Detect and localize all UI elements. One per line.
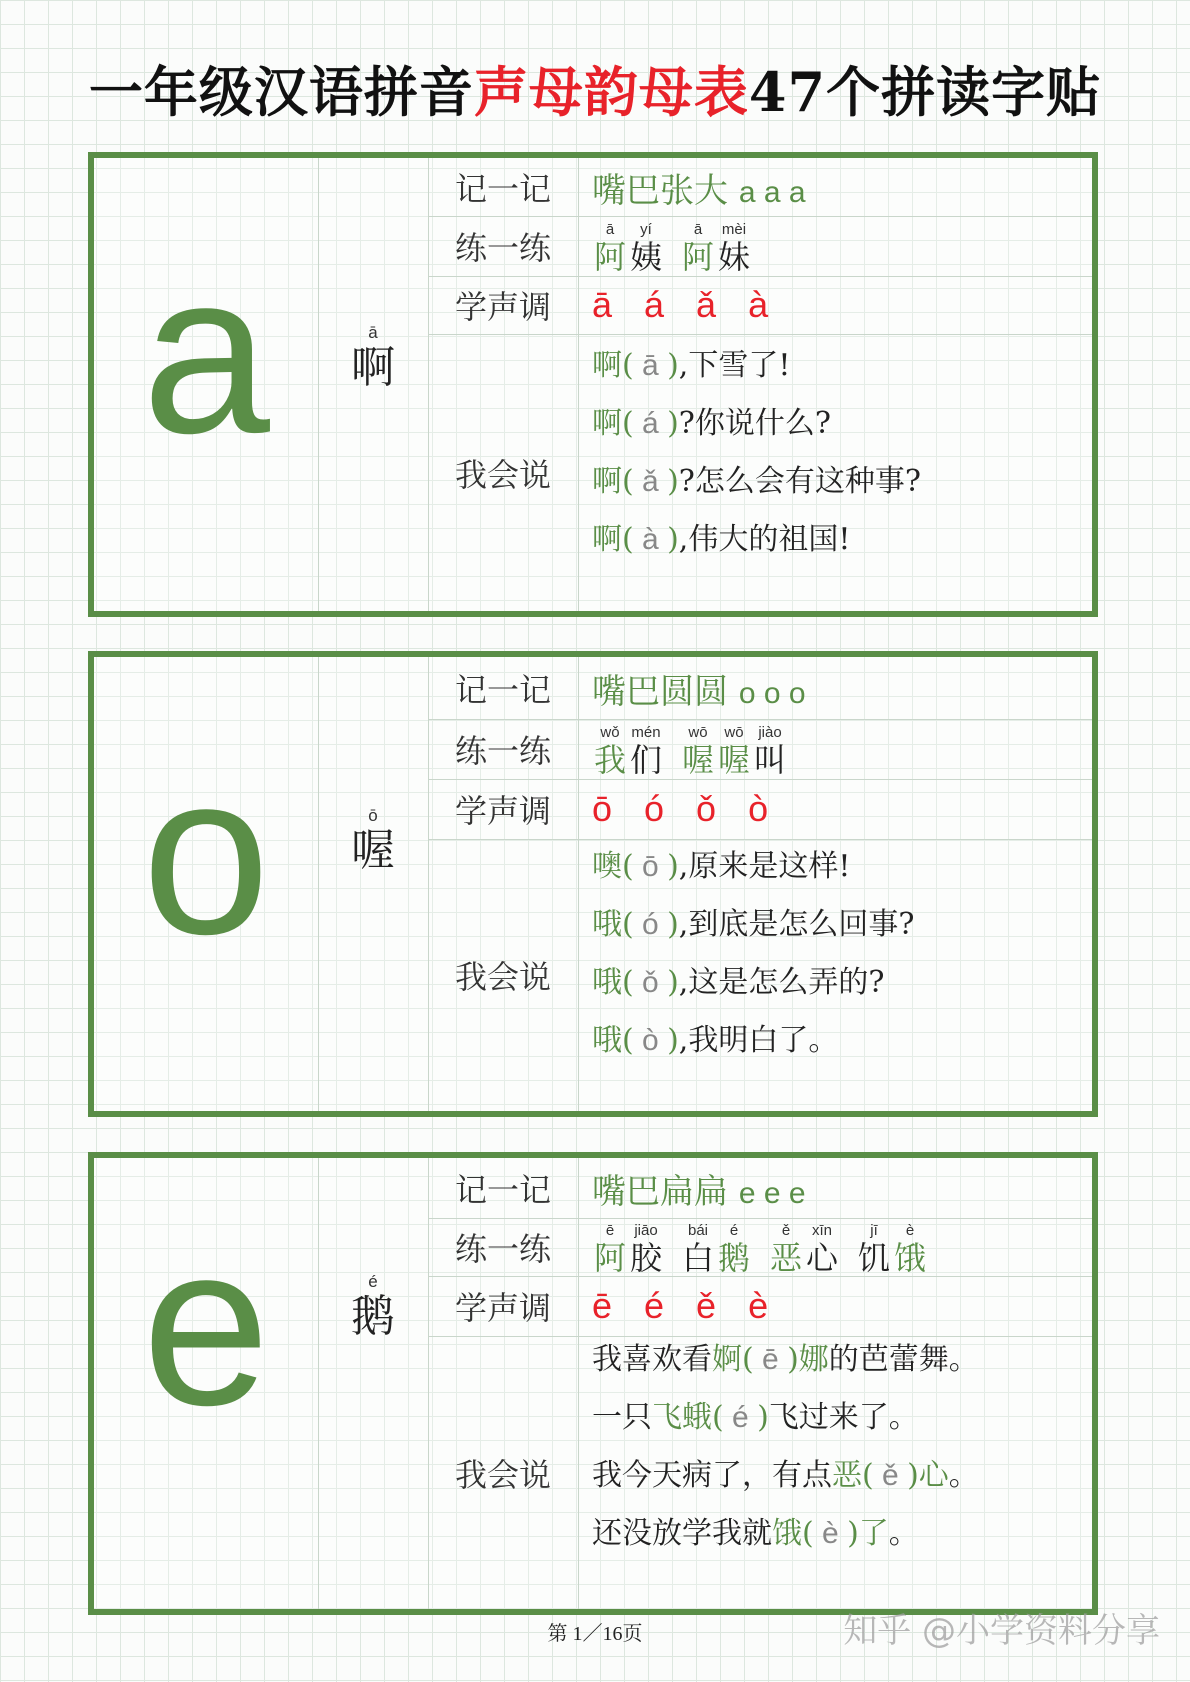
practice-word [768,1223,840,1277]
syllable-hanzi: 饥 [857,1239,890,1277]
page-title [0,52,1190,132]
char-pinyin: ā [368,323,378,342]
pinyin-syllable [680,725,716,779]
row-practice [428,1218,1092,1277]
sentence-pinyin: ó [633,908,668,941]
remember-latin: a a a [738,175,806,209]
sentence-green-1: 飞蛾 [652,1400,712,1435]
syllable-pinyin: xīn [811,1222,832,1239]
row-label-tones: 学声调 [428,779,579,839]
syllable-pinyin: yí [640,221,652,238]
syllable-hanzi: 阿 [681,238,714,276]
syllable-hanzi: 喔 [681,741,714,779]
letter-column [94,158,319,611]
row-label-tones: 学声调 [428,276,579,334]
row-content-tones [578,779,1092,839]
tone-marks: ō ó ǒ ò [592,788,773,829]
pinyin-syllable [592,1223,628,1277]
syllable-hanzi: 们 [629,741,662,779]
row-content-speak [578,1336,1092,1609]
sentence-close-paren: ) [907,1458,919,1493]
sentence-post: 飞过来了。 [768,1400,919,1435]
pinyin-syllable [592,725,628,779]
speak-sentence [592,346,790,386]
pinyin-syllable [768,1223,804,1277]
pinyin-syllable [716,725,752,779]
syllable-hanzi: 叫 [753,741,786,779]
sentence-open-paren: ( [622,965,634,1000]
sentence-post: ,这是怎么弄的? [678,965,885,1000]
sentence-pre: 啊 [592,406,622,441]
row-practice [428,719,1092,780]
syllable-pinyin: è [905,1222,915,1239]
row-content-remember [578,1158,1092,1218]
practice-word [592,725,664,779]
row-label-remember: 记一记 [428,158,579,216]
sentence-open-paren: ( [622,406,634,441]
syllable-hanzi: 恶 [769,1239,802,1277]
remember-latin: e e e [738,1176,806,1210]
sentence-green-1: 婀 [712,1342,742,1377]
sentence-pre: 啊 [592,464,622,499]
sentence-open-paren: ( [862,1458,874,1493]
speak-sentence [592,404,831,444]
char-hanzi: 喔 [351,825,395,876]
row-label-speak: 我会说 [428,839,579,1111]
sentence-green-1: 饿 [772,1516,802,1551]
syllable-hanzi: 喔 [717,741,750,779]
speak-sentence [592,1340,979,1380]
syllable-hanzi: 鹅 [717,1239,750,1277]
char-hanzi: 啊 [351,342,395,393]
pinyin-syllable [628,222,664,276]
big-letter: a [142,224,270,481]
practice-word [680,725,788,779]
sentence-post: ?你说什么? [678,406,831,441]
sentence-pre: 我今天病了，有点 [592,1458,832,1493]
sentence-post: ,下雪了! [678,348,791,383]
watermark: 知乎 @小学资料分享 [843,1611,1160,1651]
pinyin-syllable [752,725,788,779]
syllable-hanzi: 妹 [717,238,750,276]
sentence-close-paren: ) [847,1516,859,1551]
syllable-hanzi: 饿 [893,1239,926,1277]
syllable-hanzi: 我 [593,741,626,779]
sentence-close-paren: ) [787,1342,799,1377]
sentence-open-paren: ( [802,1516,814,1551]
row-tones [428,276,1092,335]
sentence-green-1: 恶 [832,1458,862,1493]
pinyin-syllable [592,222,628,276]
title-part2: 声母韵母表 [473,60,749,124]
char-column [318,158,429,611]
syllable-hanzi: 阿 [593,238,626,276]
syllable-hanzi: 阿 [593,1239,626,1277]
row-content-remember [578,158,1092,216]
syllable-pinyin: é [729,1222,739,1239]
char-pinyin: é [368,1272,378,1291]
sentence-post: 的芭蕾舞。 [828,1342,979,1377]
speak-sentence [592,462,921,502]
syllable-pinyin: wō [688,724,708,741]
syllable-pinyin: bái [687,1222,709,1239]
sentence-pre: 还没放学我就 [592,1516,772,1551]
row-label-practice: 练一练 [428,1218,579,1276]
sentence-close-paren: ) [667,348,679,383]
syllable-hanzi: 白 [681,1239,714,1277]
remember-text [592,664,806,713]
tone-marks: ē é ě è [592,1285,773,1326]
sentence-pinyin: ō [633,850,668,883]
sentence-post: 。 [948,1458,979,1493]
sentence-open-paren: ( [622,348,634,383]
remember-hanzi: 嘴巴圆圆 [592,671,728,712]
rows-column [428,1158,1092,1609]
row-remember [428,1158,1092,1219]
title-part1: 一年级汉语拼音 [88,60,474,124]
sentence-close-paren: ) [667,522,679,557]
speak-sentence [592,905,914,945]
example-char [318,1273,428,1343]
sentence-pinyin: è [813,1517,848,1550]
sentence-pinyin: à [633,523,668,556]
sentence-close-paren: ) [667,965,679,1000]
sentence-post: 。 [888,1516,919,1551]
sentence-open-paren: ( [712,1400,724,1435]
remember-text [592,163,806,212]
row-content-remember [578,657,1092,719]
sentence-close-paren: ) [757,1400,769,1435]
practice-word [680,222,752,276]
sentence-green-2: 心 [918,1458,949,1493]
char-hanzi: 鹅 [351,1291,395,1342]
row-content-speak [578,334,1092,611]
syllable-hanzi: 胶 [629,1239,662,1277]
syllable-pinyin: wǒ [600,724,620,741]
sentence-open-paren: ( [622,907,634,942]
syllable-pinyin: jī [870,1222,878,1239]
pinyin-syllable [716,222,752,276]
big-letter: o [142,725,270,982]
row-label-remember: 记一记 [428,1158,579,1218]
sentence-pre: 哦 [592,1023,622,1058]
sentence-pre: 啊 [592,348,622,383]
row-content-speak [578,839,1092,1111]
big-letter: e [142,1196,270,1453]
sentence-close-paren: ) [667,1023,679,1058]
letter-column [94,1158,319,1609]
row-content-practice [578,1218,1092,1276]
remember-text [592,1164,806,1213]
row-remember [428,657,1092,720]
syllable-hanzi: 心 [805,1239,838,1277]
speak-sentence [592,520,850,560]
sentence-close-paren: ) [667,849,679,884]
sentence-post: ,我明白了。 [678,1023,839,1058]
sentence-post: ,原来是这样! [678,849,851,884]
pinyin-syllable [804,1223,840,1277]
row-speak [428,1336,1092,1609]
sentence-post: ,到底是怎么回事? [678,907,915,942]
sentence-pinyin: ě [873,1459,908,1492]
syllable-pinyin: ě [781,1222,791,1239]
practice-words [592,719,788,779]
sentence-pre: 一只 [592,1400,652,1435]
speak-sentences [592,839,1092,1111]
sentence-pre: 噢 [592,849,622,884]
card-a [88,152,1098,617]
speak-sentence [592,1514,919,1554]
row-content-practice [578,216,1092,276]
row-tones [428,1276,1092,1337]
speak-sentence [592,1456,979,1496]
row-label-remember: 记一记 [428,657,579,719]
speak-sentence [592,1398,919,1438]
sentence-green-2: 娜 [798,1342,829,1377]
pinyin-syllable [892,1223,928,1277]
syllable-hanzi: 姨 [629,238,662,276]
row-label-speak: 我会说 [428,1336,579,1609]
card-o [88,651,1098,1117]
syllable-pinyin: ā [693,221,703,238]
sentence-open-paren: ( [622,464,634,499]
sentence-open-paren: ( [622,1023,634,1058]
sentence-open-paren: ( [622,522,634,557]
sentence-pre: 哦 [592,907,622,942]
sentence-pre: 我喜欢看 [592,1342,712,1377]
practice-words [592,216,752,276]
practice-word [856,1223,928,1277]
speak-sentence [592,847,850,887]
char-column [318,1158,429,1609]
page-footer: 第 1／16页 [547,1623,643,1645]
sentence-close-paren: ) [667,464,679,499]
pinyin-syllable [856,1223,892,1277]
speak-sentences [592,1336,1092,1609]
remember-hanzi: 嘴巴扁扁 [592,1171,728,1212]
tone-marks: ā á ǎ à [592,284,773,325]
pinyin-syllable [716,1223,752,1277]
sentence-post: ,伟大的祖国! [678,522,851,557]
sentence-pinyin: ǎ [633,465,668,498]
row-speak [428,839,1092,1111]
pinyin-syllable [680,222,716,276]
syllable-pinyin: jiāo [634,1222,658,1239]
sentence-close-paren: ) [667,406,679,441]
sentence-open-paren: ( [622,849,634,884]
sentence-pinyin: é [723,1401,758,1434]
row-label-tones: 学声调 [428,1276,579,1336]
remember-hanzi: 嘴巴张大 [592,170,728,211]
syllable-pinyin: mèi [721,221,747,238]
card-e [88,1152,1098,1615]
example-char [318,324,428,394]
speak-sentences [592,334,1092,611]
letter-column [94,657,319,1111]
row-label-practice: 练一练 [428,216,579,276]
example-char [318,807,428,877]
row-practice [428,216,1092,277]
row-content-tones [578,1276,1092,1336]
sentence-post: ?怎么会有这种事? [678,464,921,499]
syllable-pinyin: wō [724,724,744,741]
row-label-practice: 练一练 [428,719,579,779]
title-part3: 47个拼读字贴 [748,60,1102,124]
speak-sentence [592,1021,838,1061]
syllable-pinyin: ā [605,221,615,238]
pinyin-syllable [628,725,664,779]
practice-word [592,222,664,276]
char-column [318,657,429,1111]
row-tones [428,779,1092,840]
row-speak [428,334,1092,611]
sentence-pinyin: ǒ [633,966,668,999]
pinyin-syllable [680,1223,716,1277]
row-remember [428,158,1092,217]
syllable-pinyin: jiào [758,724,782,741]
sentence-green-2: 了 [858,1516,889,1551]
speak-sentence [592,963,884,1003]
practice-word [680,1223,752,1277]
sentence-close-paren: ) [667,907,679,942]
remember-latin: o o o [738,676,806,710]
sentence-pinyin: á [633,407,668,440]
sentence-pinyin: ā [633,349,668,382]
rows-column [428,158,1092,611]
sentence-pre: 啊 [592,522,622,557]
sentence-pinyin: ē [753,1343,788,1376]
syllable-pinyin: mén [631,724,661,741]
practice-word [592,1223,664,1277]
sentence-pre: 哦 [592,965,622,1000]
syllable-pinyin: ē [605,1222,615,1239]
row-content-tones [578,276,1092,334]
sentence-pinyin: ò [633,1024,668,1057]
row-label-speak: 我会说 [428,334,579,611]
rows-column [428,657,1092,1111]
row-content-practice [578,719,1092,779]
char-pinyin: ō [368,806,378,825]
practice-words [592,1217,928,1277]
sentence-open-paren: ( [742,1342,754,1377]
pinyin-syllable [628,1223,664,1277]
